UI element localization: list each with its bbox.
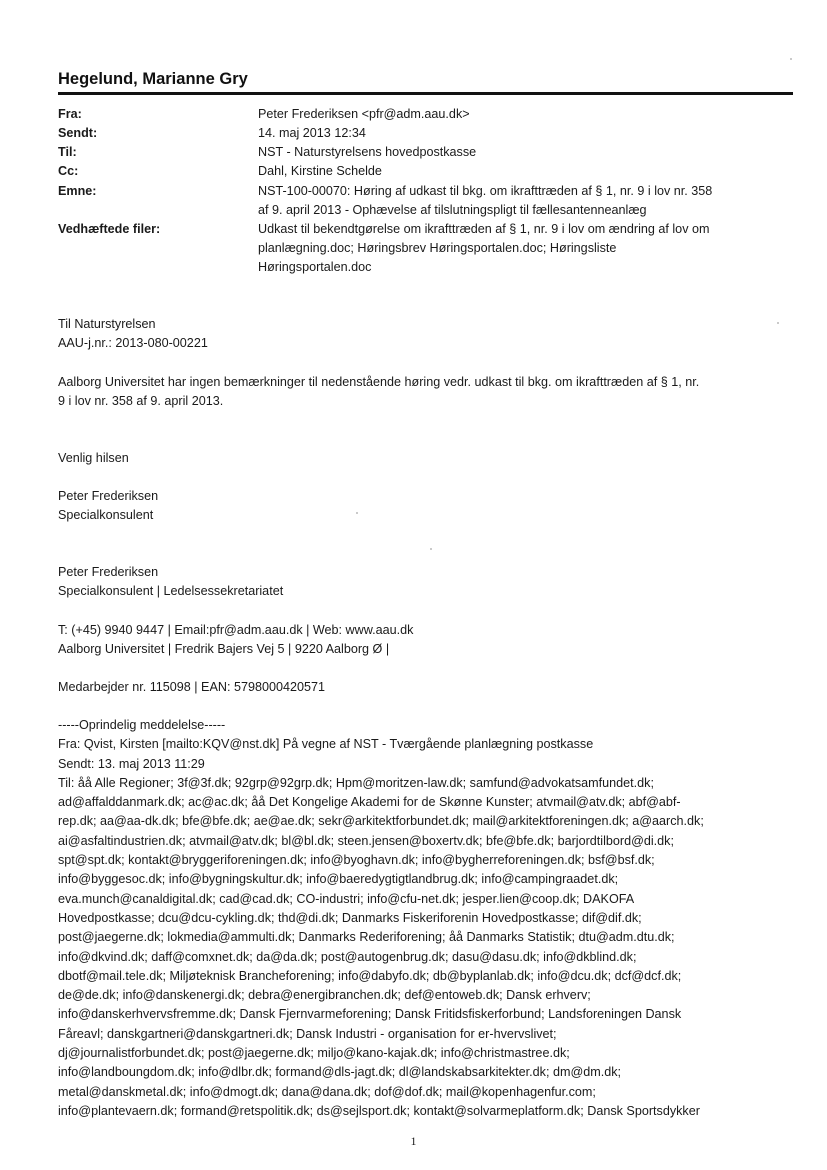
header-label: Emne: <box>58 183 97 198</box>
scan-speck <box>790 58 792 60</box>
forwarded-recipients-line: info@dkvind.dk; daff@comxnet.dk; da@da.dk; post@autogenbrug.dk; dasu@dasu.dk; info@dkblind.dk; <box>58 949 637 964</box>
forwarded-recipients-line: info@landboungdom.dk; info@dlbr.dk; formand@dls-jagt.dk; dl@landskabsarkitekter.dk; dm@dm.dk; <box>58 1065 622 1080</box>
forwarded-separator: -----Oprindelig meddelelse----- <box>58 717 226 732</box>
header-value <box>258 143 793 162</box>
forwarded-from: Fra: Qvist, Kirsten [mailto:KQV@nst.dk] På vegne af NST - Tværgående planlægning postkasse <box>58 737 594 752</box>
forwarded-message <box>58 716 793 1121</box>
header-value-line: NST-100-00070: Høring af udkast til bkg. om ikrafttræden af § 1, nr. 9 i lov nr. 358 <box>258 183 713 198</box>
scan-speck <box>777 322 779 324</box>
recipient-line: Til Naturstyrelsen <box>58 317 156 332</box>
forwarded-recipients-line: rep.dk; aa@aa-dk.dk; bfe@bfe.dk; ae@ae.dk; sekr@arkitektforbundet.dk; mail@arkitektforeningen.dk; a@aarch.dk; <box>58 814 704 829</box>
forwarded-recipients-line: info@byggesoc.dk; info@bygningskultur.dk; info@baeredygtigtlandbrug.dk; info@campingraadet.dk; <box>58 872 619 887</box>
forwarded-recipients-line: ai@asfaltindustrien.dk; atvmail@atv.dk; bl@bl.dk; steen.jensen@boxertv.dk; bfe@bfe.dk; barjordtilbord@di.dk; <box>58 833 674 848</box>
message-line: Aalborg Universitet har ingen bemærkninger til nedenstående høring vedr. udkast til bkg. om ikrafttræden af § 1, nr. <box>58 374 700 389</box>
header-row-subject <box>58 182 793 220</box>
forwarded-recipients-line: ad@affalddanmark.dk; ac@ac.dk; åå Det Kongelige Akademi for de Skønne Kunster; atvmail@atv.dk; abf@abf- <box>58 795 681 810</box>
signature-name: Peter Frederiksen <box>58 488 159 503</box>
header-value <box>258 105 793 124</box>
header-row-cc <box>58 162 793 181</box>
forwarded-sent: Sendt: 13. maj 2013 11:29 <box>58 756 205 771</box>
header-row-sent <box>58 124 793 143</box>
greeting: Venlig hilsen <box>58 450 129 465</box>
header-value-line: af 9. april 2013 - Ophævelse af tilslutningspligt til fællesantenneanlæg <box>258 202 647 217</box>
forwarded-recipients-line: Til: åå Alle Regioner; 3f@3f.dk; 92grp@92grp.dk; Hpm@moritzen-law.dk; samfund@advokatsamfundet.dk; <box>58 775 654 790</box>
header-rule <box>58 92 793 95</box>
forwarded-recipients-line: eva.munch@canaldigital.dk; cad@cad.dk; CO-industri; info@cfu-net.dk; jesper.lien@coop.dk; DAKOFA <box>58 891 635 906</box>
email-header-table <box>58 105 793 277</box>
header-value-line: Peter Frederiksen <pfr@adm.aau.dk> <box>258 107 470 121</box>
forwarded-recipients-line: info@danskerhvervsfremme.dk; Dansk Fjernvarmeforening; Dansk Fritidsfiskerforbund; Landsforeningen Dansk <box>58 1007 682 1022</box>
forwarded-recipients-line: spt@spt.dk; kontakt@bryggeriforeningen.dk; info@byoghavn.dk; info@bygherreforeningen.dk; bsf@bsf.dk; <box>58 853 655 868</box>
email-printout <box>58 68 793 1121</box>
contact-line: T: (+45) 9940 9447 | Email:pfr@adm.aau.dk | Web: www.aau.dk <box>58 622 414 637</box>
header-value-line: Høringsportalen.doc <box>258 260 372 275</box>
forwarded-recipients-line: de@de.dk; info@danskenergi.dk; debra@energibranchen.dk; def@entoweb.dk; Dansk erhverv; <box>58 988 591 1003</box>
reference-number-line: AAU-j.nr.: 2013-080-00221 <box>58 336 208 351</box>
header-value <box>258 220 793 277</box>
header-row-attachments <box>58 220 793 277</box>
header-label: Sendt: <box>58 126 98 141</box>
forwarded-recipients-line: info@plantevaern.dk; formand@retspolitik.dk; ds@sejlsport.dk; kontakt@solvarmeplatform.dk; Dansk Sportsdykker <box>58 1103 700 1118</box>
header-value-line: planlægning.doc; Høringsbrev Høringsportalen.doc; Høringsliste <box>258 240 617 255</box>
full-signature-name: Peter Frederiksen <box>58 565 159 580</box>
forwarded-recipients-line: Hovedpostkasse; dcu@dcu-cykling.dk; thd@di.dk; Danmarks Fiskeriforenin Hovedpostkasse; dif@dif.dk; <box>58 910 642 925</box>
scan-speck <box>356 512 358 514</box>
header-row-from <box>58 105 793 124</box>
signature-title: Specialkonsulent <box>58 508 154 523</box>
header-value-line: 14. maj 2013 12:34 <box>258 126 366 141</box>
header-label: Til: <box>58 145 77 160</box>
header-label: Cc: <box>58 164 79 179</box>
header-label: Vedhæftede filer: <box>58 221 161 236</box>
message-line: 9 i lov nr. 358 af 9. april 2013. <box>58 393 224 408</box>
header-label: Fra: <box>58 107 82 121</box>
header-value-line: Udkast til bekendtgørelse om ikrafttræden af § 1, nr. 9 i lov om ændring af lov om <box>258 221 710 236</box>
forwarded-recipients-line: dj@journalistforbundet.dk; post@jaegerne.dk; miljo@kano-kajak.dk; info@christmastree.dk; <box>58 1046 570 1060</box>
header-value-line: NST - Naturstyrelsens hovedpostkasse <box>258 145 477 160</box>
scan-speck <box>430 548 432 550</box>
header-value <box>258 124 793 143</box>
full-signature-title: Specialkonsulent | Ledelsessekretariatet <box>58 584 284 599</box>
forwarded-recipients-line: post@jaegerne.dk; lokmedia@ammulti.dk; Danmarks Rederiforening; åå Danmarks Statistik; dtu@adm.dtu.dk; <box>58 930 675 945</box>
address-line: Aalborg Universitet | Fredrik Bajers Vej 5 | 9220 Aalborg Ø | <box>58 641 390 656</box>
mailbox-owner-name: Hegelund, Marianne Gry <box>58 70 248 88</box>
header-value <box>258 182 793 220</box>
header-value-line: Dahl, Kirstine Schelde <box>258 164 382 179</box>
header-value <box>258 162 793 181</box>
header-row-to <box>58 143 793 162</box>
forwarded-recipients-line: dbotf@mail.tele.dk; Miljøteknisk Brancheforening; info@dabyfo.dk; db@byplanlab.dk; info@dcu.dk; dcf@dcf.dk; <box>58 968 682 983</box>
employee-number-line: Medarbejder nr. 115098 | EAN: 5798000420571 <box>58 679 326 694</box>
forwarded-recipients-line: Fåreavl; danskgartneri@danskgartneri.dk; Dansk Industri - organisation for er-hvervslivet; <box>58 1026 557 1041</box>
page-number: 1 <box>410 1134 417 1148</box>
forwarded-recipients-line: metal@danskmetal.dk; info@dmogt.dk; dana@dana.dk; dof@dof.dk; mail@kopenhagenfur.com; <box>58 1084 596 1099</box>
